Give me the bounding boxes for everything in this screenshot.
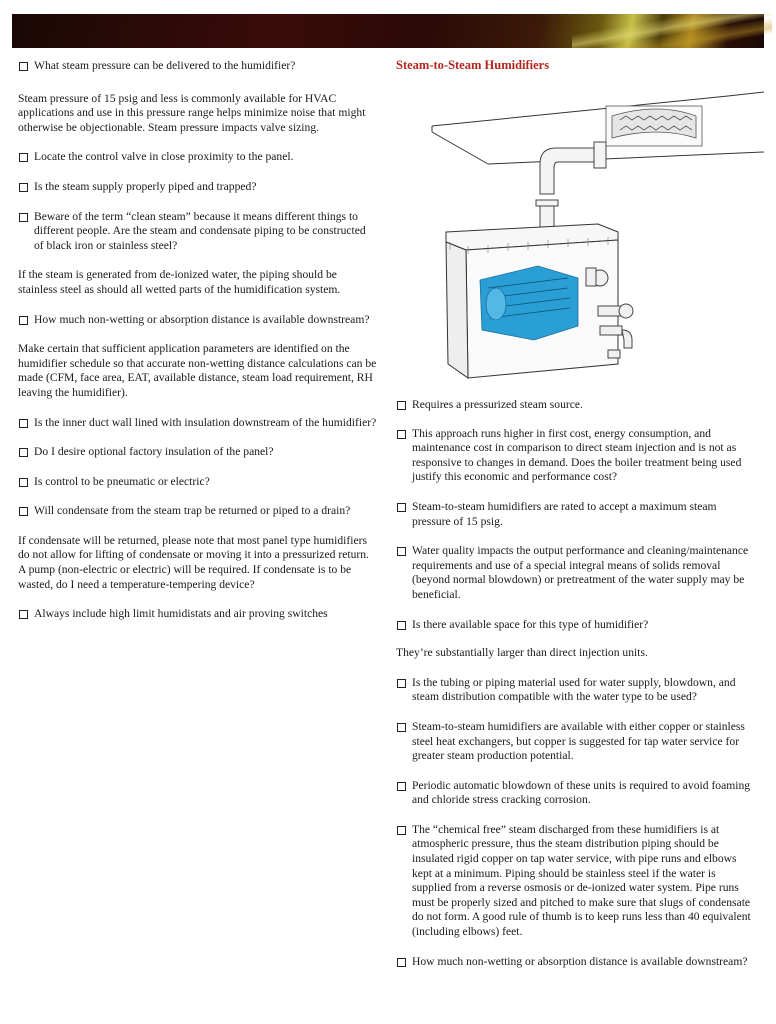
checkbox-icon [397, 679, 406, 688]
checkbox-icon [19, 419, 28, 428]
right-item-9: The “chemical free” steam discharged from these humidifiers is at atmospheric pressure, thus the steam distribution piping should be insulated rigid copper on tap water service, with pipe runs and elbows kept at a minimum. Piping should be stainless steel if the water is supplied from a reverse osmosis or de-ionized water system. Pipe runs must be properly sized and pitched to make sure that slugs of condensate do not form. A good rule of thumb is to keep runs less than 40 equivalent (including elbows) feet. [396, 823, 756, 940]
header-banner [12, 14, 764, 48]
right-item-2: Steam-to-steam humidifiers are rated to accept a maximum steam pressure of 15 psig. [396, 500, 756, 529]
checkbox-icon [19, 478, 28, 487]
left-item-9: Do I desire optional factory insulation of the panel? [18, 445, 378, 460]
right-item-10: How much non-wetting or absorption distance is available downstream? [396, 955, 756, 970]
humidifier-illustration [428, 82, 768, 382]
banner-streak [572, 14, 772, 48]
checkbox-icon [19, 610, 28, 619]
checkbox-icon [397, 723, 406, 732]
checkbox-icon [397, 430, 406, 439]
left-column [18, 59, 378, 622]
checkbox-icon [19, 153, 28, 162]
checkbox-icon [397, 958, 406, 967]
right-item-0: Requires a pressurized steam source. [396, 398, 756, 413]
checkbox-icon [397, 782, 406, 791]
left-item-2: Locate the control valve in close proximity to the panel. [18, 150, 378, 165]
checkbox-icon [19, 62, 28, 71]
checkbox-icon [19, 316, 28, 325]
right-item-6: Is the tubing or piping material used for water supply, blowdown, and steam distribution compatible with the water type to be used? [396, 676, 756, 705]
right-item-5: They’re substantially larger than direct injection units. [396, 646, 648, 660]
left-item-0: What steam pressure can be delivered to the humidifier? [18, 59, 378, 74]
left-item-12: If condensate will be returned, please note that most panel type humidifiers do not allow for lifting of condensate or moving it into a pressurized return. A pump (non-electric or electric) will be required. If condensate is to be wasted, do I need a temperature-tempering device? [18, 533, 369, 591]
left-item-3: Is the steam supply properly piped and trapped? [18, 180, 378, 195]
left-item-11: Will condensate from the steam trap be returned or piped to a drain? [18, 504, 378, 519]
checkbox-icon [397, 826, 406, 835]
right-item-4: Is there available space for this type of humidifier? [396, 618, 756, 633]
checkbox-icon [397, 503, 406, 512]
left-item-4: Beware of the term “clean steam” because it means different things to different people. Are the steam and condensate piping to be constructed of black iron or stainless steel? [18, 210, 378, 254]
left-item-7: Make certain that sufficient application parameters are identified on the humidifier schedule so that accurate non-wetting distance calculations can be made (CFM, face area, EAT, available distance, steam load requirement, RH leaving the humidifier). [18, 342, 377, 399]
checkbox-icon [397, 401, 406, 410]
duct-steam-tube [606, 106, 702, 146]
checkbox-icon [19, 448, 28, 457]
checkbox-icon [19, 507, 28, 516]
left-item-5: If the steam is generated from de-ionized water, the piping should be stainless steel as should all wetted parts of the humidification system. [18, 268, 341, 296]
checkbox-icon [19, 213, 28, 222]
left-item-6: How much non-wetting or absorption distance is available downstream? [18, 313, 378, 328]
checkbox-icon [397, 621, 406, 630]
checkbox-icon [397, 547, 406, 556]
checkbox-icon [19, 183, 28, 192]
left-item-10: Is control to be pneumatic or electric? [18, 475, 378, 490]
section-title: Steam-to-Steam Humidifiers [396, 58, 550, 72]
right-column [396, 398, 756, 969]
heat-exchanger [480, 266, 578, 340]
right-item-3: Water quality impacts the output performance and cleaning/maintenance requirements and use of a special integral means of solids removal (beyond normal blowdown) or pretreatment of the water supply may be beneficial. [396, 544, 756, 602]
left-item-13: Always include high limit humidistats and air proving switches [18, 607, 378, 622]
right-item-8: Periodic automatic blowdown of these units is required to avoid foaming and chloride stress cracking corrosion. [396, 779, 756, 808]
left-item-1: Steam pressure of 15 psig and less is commonly available for HVAC applications and use in this pressure range helps minimize noise that might otherwise be objectionable. Steam pressure impacts valve sizing. [18, 91, 366, 134]
right-item-1: This approach runs higher in first cost, energy consumption, and maintenance cost in comparison to direct steam injection and is not as responsive to changes in demand. Does the boiler treatment being used justify this economic and performance cost? [396, 427, 756, 485]
right-item-7: Steam-to-steam humidifiers are available with either copper or stainless steel heat exchangers, but copper is suggested for tap water service for greater steam production potential. [396, 720, 756, 764]
left-item-8: Is the inner duct wall lined with insulation downstream of the humidifier? [18, 416, 378, 431]
